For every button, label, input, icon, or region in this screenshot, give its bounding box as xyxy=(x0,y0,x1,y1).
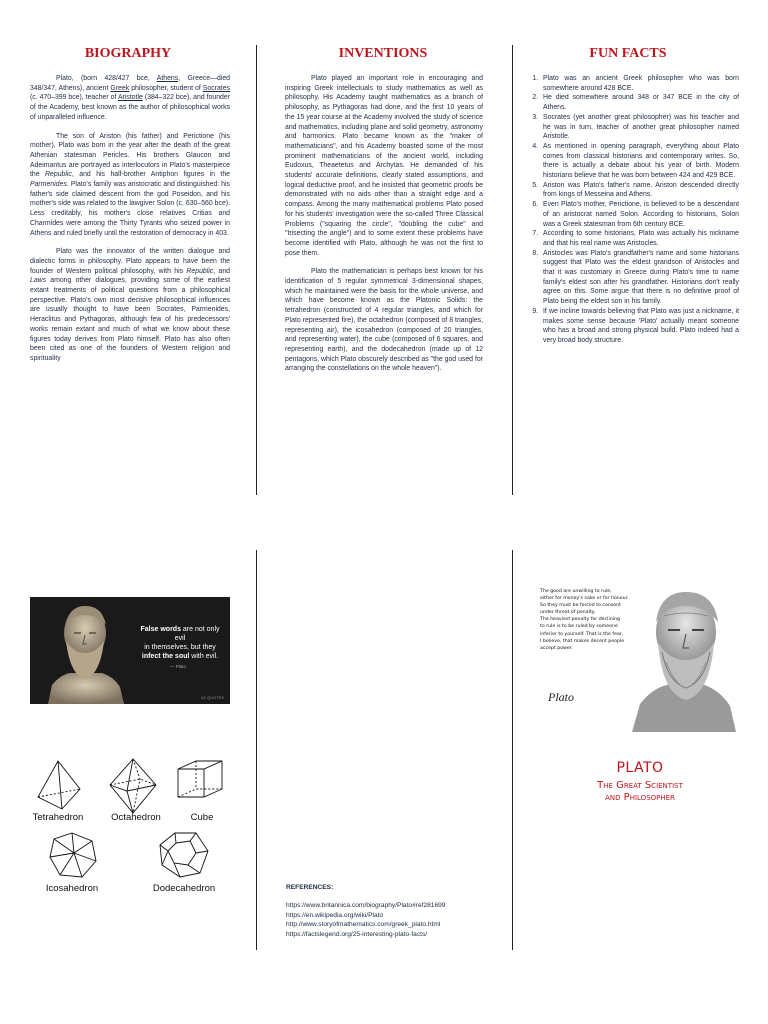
fun-fact-item: 4. As mentioned in opening paragraph, everything about Plato comes from classical historians and contemporary writes. So, there is actually a debate about his year of birth. Modern historians believe that he was born between 424 and 429 BCE. xyxy=(540,142,739,181)
reference-link[interactable]: https://www.britannica.com/biography/Plato#ref281699 xyxy=(286,901,446,909)
top-divider-right xyxy=(512,45,513,495)
biography-heading: BIOGRAPHY xyxy=(84,46,172,61)
quote-credit: AZ QUOTES xyxy=(200,695,224,700)
fun-fact-item: 8. Aristocles was Plato's grandfather's name and some historians suggest that Plato was the eldest grandson of Aristocles and that it was customary in Greece during Plato's time to name family's eldest son after his grandfather. Historians don't really agree on this. Some argue that there is no definitive proof of Plato being the eldest son in his family. xyxy=(540,249,739,307)
quote-text: False words are not only evil in themselves, but they infect the soul with evil. xyxy=(140,626,220,660)
greek-link[interactable]: Greek xyxy=(110,84,130,92)
icosahedron-shape xyxy=(50,833,96,877)
inventions-heading: INVENTIONS xyxy=(338,46,428,61)
plato-quote-image xyxy=(30,597,230,704)
inventions-paragraph-2: Plato the mathematician is perhaps best known for his identification of 5 regular symmetrical 3-dimensional shapes, which he maintained were the basis for the whole universe, and which have become known as the Platonic Solids: the tetrahedron (constructed of 4 regular triangles, and which for Plato represented fire), the octahedron (composed of 8 triangles, representing air), the icosahedron (composed of 20 triangles, and representing water), the cube (composed of 6 squares, and representing earth), and the dodecahedron (made up of 12 pentagons, which Plato obscurely described as "the god used for arranging the constellations on the whole heaven"). xyxy=(285,268,483,373)
inventions-text xyxy=(285,74,483,383)
fun-fact-item: 5. Ariston was Plato's father's name. Ariston descended directly from kings of Messeina and Athens. xyxy=(540,181,739,200)
cover-title: PLATO xyxy=(616,760,664,776)
fun-fact-item: 1. Plato was an ancient Greek philosopher who was born somewhere around 428 BCE. xyxy=(540,74,739,93)
references xyxy=(286,883,506,940)
octahedron-shape xyxy=(110,759,156,813)
cube-shape xyxy=(178,761,222,797)
aristotle-link[interactable]: Aristotle xyxy=(117,94,143,102)
socrates-link[interactable]: Socrates xyxy=(202,84,230,92)
tetrahedron-shape xyxy=(38,761,80,809)
reference-link[interactable]: http://www.storyofmathematics.com/greek_plato.html xyxy=(286,921,441,929)
octahedron-label: Octahedron xyxy=(111,812,161,823)
tetrahedron-label: Tetrahedron xyxy=(32,812,84,823)
fun-fact-item: 2. He died somewhere around 348 or 347 BCE in the city of Athens. xyxy=(540,93,739,112)
icosahedron-label: Icosahedron xyxy=(45,883,99,894)
references-heading: REFERENCES: xyxy=(286,884,334,891)
inventions-paragraph-1: Plato played an important role in encouraging and inspiring Greek intellectuals to study mathematics as well as philosophy. His Academy taught mathematics as a branch of philosophy, as Pythagoras had done, and the first 10 years of the 15 year course at the Academy involved the study of science and mathematics, including plane and solid geometry, astronomy and harmonics. Plato became known as the "maker of mathematicians", and his Academy boasted some of the most prominent mathematicians of the ancient world, including Eudoxus, Theaetetus and Archytas. He demanded of his students' accurate definitions, clearly stated assumptions, and logical deductive proof, and he insisted that geometric proofs be demonstrated with no aids other than a straight edge and a compass. Among the many mathematical problems Plato posed for his students' investigation were the so-called Three Classical Problems ("squaring the circle", "doubling the cube" and "trisecting the angle") and to some extent these problems have become identified with Plato, although he was not the first to pose them. xyxy=(285,75,483,257)
bottom-divider-left xyxy=(256,550,257,950)
biography-text xyxy=(30,74,230,373)
cover-quote: The good are unwilling to rule, either for money's sake or for honour. So they must be forced to consent under threat of penalty. The heaviest penalty for declining to rule is to be ruled by someone inferior to yourself. That is the fear, I believe, that makes decent people accept power. xyxy=(540,589,629,651)
dodecahedron-label: Dodecahedron xyxy=(152,883,216,894)
quote-author: — Plato xyxy=(170,664,187,669)
cover-subtitle: The Great Scientist and Philosopher xyxy=(597,780,683,803)
fun-facts-list xyxy=(519,74,739,346)
dodecahedron-shape xyxy=(160,833,208,877)
fun-fact-item: 3. Socrates (yet another great philosopher) was his teacher and he was in turn, teacher of another great philosopher named Aristotle. xyxy=(540,113,739,142)
cube-label: Cube xyxy=(190,812,214,823)
plato-portrait xyxy=(624,582,742,732)
platonic-solids-figure xyxy=(30,757,240,897)
plato-signature: Plato xyxy=(548,690,574,704)
biography-paragraph-2: The son of Ariston (his father) and Perictione (his mother), Plato was born in the year after the death of the great Athenian statesman Pericles. His brothers Glaucon and Adeimantus are portrayed as interlocutors in Plato's masterpiece the Republic, and his half-brother Antiphon figures in the Parmenides. Plato's family was aristocratic and distinguished: his father's side claimed descent from the god Poseidon, and his mother's side was related to the lawgiver Solon (c. 630–560 bce). Less creditably, his mother's close relatives Critias and Charmides were among the Thirty Tyrants who seized power in Athens and ruled briefly until the restoration of democracy in 403. xyxy=(30,132,230,237)
reference-link[interactable]: https://en.wikipedia.org/wiki/Plato xyxy=(286,911,384,919)
plato-bust-illustration xyxy=(30,597,140,704)
top-divider-left xyxy=(256,45,257,495)
fun-fact-item: 7. According to some historians, Plato was actually his nickname and that his real name was Aristocles. xyxy=(540,229,739,248)
reference-link[interactable]: https://factslegend.org/25-interesting-plato-facts/ xyxy=(286,931,428,939)
biography-paragraph-3: Plato was the innovator of the written dialogue and dialectic forms in philosophy. Plato appears to have been the founder of Western political philosophy, with his Republic, and Laws among other dialogues, providing some of the earliest extant treatments of political questions from a philosophical perspective. Plato's own most decisive philosophical influences are usually thought to have been Socrates, Parmenides, Heraclitus and Pythagoras, although few of his predecessors' works remain extant and much of what we know about these figures today derives from Plato himself. Plato has also often been cited as one of the founders of Western religion and spirituality xyxy=(30,248,230,362)
athens-link[interactable]: Athens xyxy=(156,75,179,82)
bottom-divider-right xyxy=(512,550,513,950)
fun-fact-item: 9. If we incline towards believing that Plato was just a nickname, it makes some sense because 'Plato' actually meant someone who has a broad and strong physical build. Plato indeed had a very broad body structure. xyxy=(540,307,739,346)
biography-paragraph-1: Plato, (born 428/427 bce, Athens, Greece—died 348/347, Athens), ancient Greek philosopher, student of Socrates (c. 470–399 bce), teacher of Aristotle (384–322 bce), and founder of the Academy, best known as the author of philosophical works of unparalleled influence. xyxy=(30,75,231,121)
fun-fact-item: 6. Even Plato's mother, Perictione, is believed to be a descendant of an aristocrat named Solon. According to historians, Solon was a Greek statesman from 6th century BCE. xyxy=(540,200,739,229)
fun-facts-heading: FUN FACTS xyxy=(589,46,667,61)
